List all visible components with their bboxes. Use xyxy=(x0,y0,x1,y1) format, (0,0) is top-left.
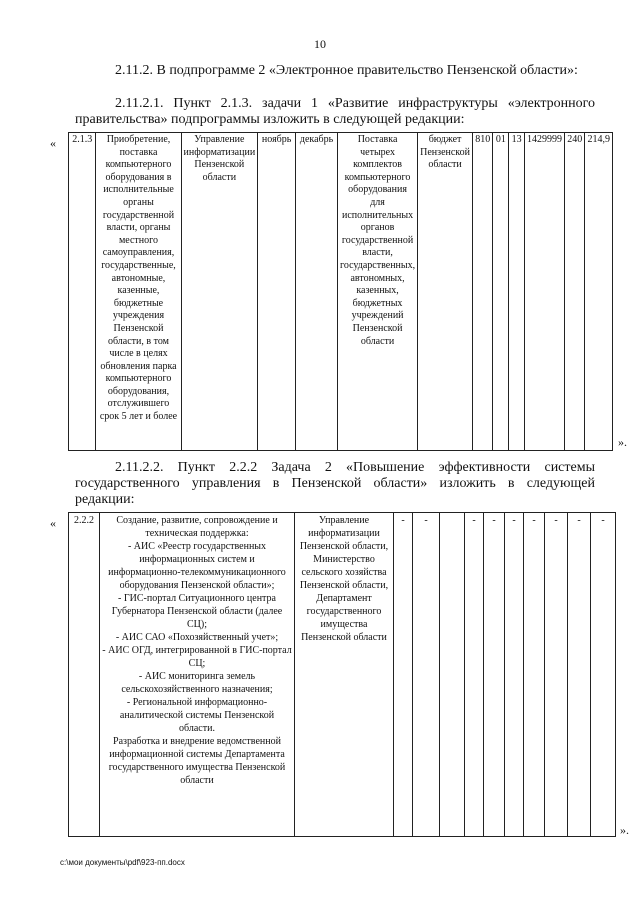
cell-empty xyxy=(440,513,465,837)
page-number: 10 xyxy=(314,37,326,51)
cell-code-5: 240 xyxy=(565,133,585,451)
cell-code-4: 1429999 xyxy=(525,133,565,451)
cell-code-1: 810 xyxy=(473,133,493,451)
cell-num: 2.2.2 xyxy=(69,513,100,837)
cell-dash: - xyxy=(505,513,524,837)
paragraph-text: 2.11.2.2. Пункт 2.2.2 Задача 2 «Повышение эффективности системы государственного управления в Пензенской области» изложить в следующей редакции: xyxy=(75,460,595,507)
paragraph-text: 2.11.2. В подпрограмме 2 «Электронное правительство Пензенской области»: xyxy=(115,63,578,78)
cell-dash: - xyxy=(394,513,413,837)
file-path-footer: c:\мои документы\pdf\923-пп.docx xyxy=(60,858,185,867)
cell-code-3: 13 xyxy=(509,133,525,451)
cell-executor: Управление информатизации Пензенской области, Министерство сельского хозяйства Пензенской области, Департамент государственного имущества Пензенской области xyxy=(295,513,394,837)
cell-result: Поставка четырех комплектов компьютерного оборудования для исполнительных органов государственной власти, государственных, автономных, казенных, бюджетных учреждений Пензенской области xyxy=(337,133,417,451)
cell-source: бюджет Пензенской области xyxy=(418,133,473,451)
cell-start: ноябрь xyxy=(258,133,296,451)
paragraph-2-11-2-1 xyxy=(75,96,595,128)
cell-dash: - xyxy=(465,513,484,837)
cell-dash: - xyxy=(568,513,591,837)
open-quote: « xyxy=(50,516,56,530)
cell-dash: - xyxy=(524,513,545,837)
cell-amount: 214,9 xyxy=(585,133,613,451)
table-2 xyxy=(68,512,616,837)
table-row xyxy=(69,513,616,837)
table-row xyxy=(69,133,613,451)
cell-num: 2.1.3 xyxy=(69,133,96,451)
close-quote: ». xyxy=(620,823,629,837)
cell-code-2: 01 xyxy=(493,133,509,451)
cell-executor: Управление информатизации Пензенской области xyxy=(181,133,258,451)
cell-dash: - xyxy=(591,513,616,837)
paragraph-2-11-2 xyxy=(75,63,595,79)
cell-name: Создание, развитие, сопровождение и техническая поддержка: - АИС «Реестр государственных информационных систем и информационно-телекоммуникационного оборудования Пензенской области»; - ГИС-портал Ситуационного центра Губернатора Пензенской области (далее СЦ); - АИС САО «Похозяйственный учет»; - АИС ОГД, интегрированной в ГИС-портал СЦ; - АИС мониторинга земель сельскохозяйственного назначения; - Региональной информационно-аналитической системы Пензенской области. Разработка и внедрение ведомственной информационной системы Департамента государственного имущества Пензенской области xyxy=(100,513,295,837)
cell-dash: - xyxy=(484,513,505,837)
paragraph-2-11-2-2 xyxy=(75,460,595,508)
close-quote: ». xyxy=(618,435,627,449)
table-1 xyxy=(68,132,613,451)
paragraph-text: 2.11.2.1. Пункт 2.1.3. задачи 1 «Развитие инфраструктуры «электронного правительства» подпрограммы изложить в следующей редакции: xyxy=(75,96,595,127)
cell-dash: - xyxy=(545,513,568,837)
cell-dash: - xyxy=(413,513,440,837)
cell-name: Приобретение, поставка компьютерного оборудования в исполнительные органы государственной власти, органы местного самоуправления, государственные, автономные, казенные, бюджетные учреждения Пензенской области, в том числе в целях обновления парка компьютерного оборудования, отслужившего срок 5 лет и более xyxy=(96,133,181,451)
cell-end: декабрь xyxy=(296,133,338,451)
open-quote: « xyxy=(50,136,56,150)
